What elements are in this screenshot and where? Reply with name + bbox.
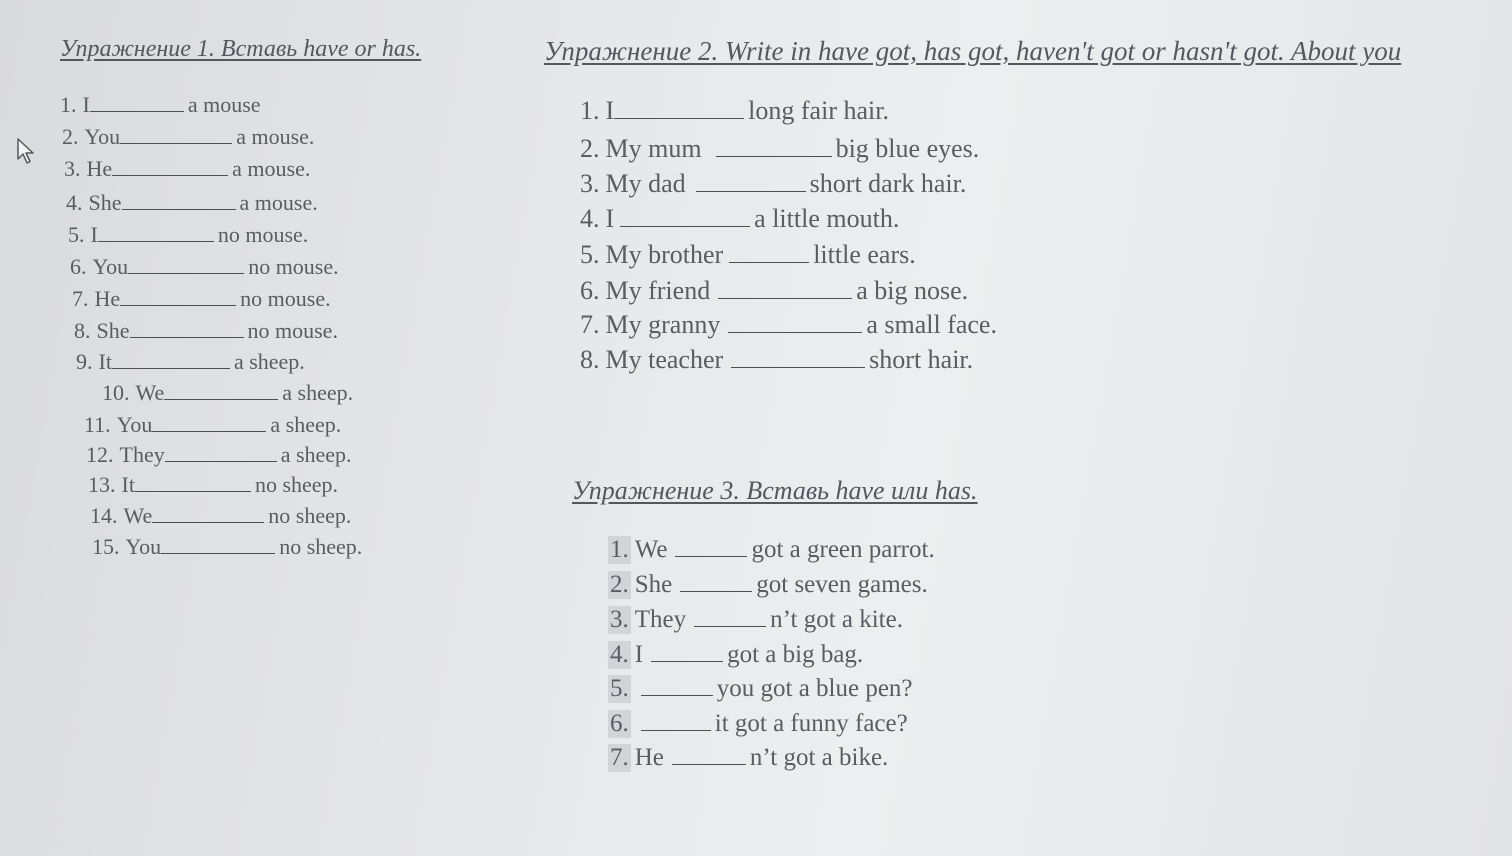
exercise-2-item: 7. My granny a small face. [580,310,997,339]
answer-blank[interactable] [152,430,266,432]
answer-blank[interactable] [135,490,251,492]
answer-blank[interactable] [675,555,747,557]
answer-blank[interactable] [651,660,723,662]
exercise-3-item: 1. We got a green parrot. [610,536,935,563]
exercise-1-item: 4. She a mouse. [66,190,318,215]
answer-blank[interactable] [90,110,184,112]
exercise-2-item: 8. My teacher short hair. [580,345,974,374]
answer-blank[interactable] [696,190,806,192]
answer-blank[interactable] [718,297,852,299]
exercise-2-item: 4. I a little mouth. [580,204,900,233]
answer-blank[interactable] [728,331,862,333]
exercise-2-item: 3. My dad short dark hair. [580,169,967,198]
answer-blank[interactable] [672,763,746,765]
exercise-1-item: 5. I no mouse. [68,222,309,247]
exercise-2-item: 1. I long fair hair. [580,96,889,125]
answer-blank[interactable] [120,142,232,144]
answer-blank[interactable] [161,552,275,554]
answer-blank[interactable] [716,155,832,157]
exercise-1-item: 10. We a sheep. [102,380,354,405]
exercise-3-title: Упражнение 3. Вставь have или has. [572,476,978,505]
mouse-pointer-icon [16,138,36,164]
exercise-2-item: 6. My friend a big nose. [580,276,969,305]
exercise-1-item: 7. He no mouse. [72,286,331,311]
exercise-3-item: 5. you got a blue pen? [610,675,913,702]
answer-blank[interactable] [614,117,744,119]
answer-blank[interactable] [164,398,278,400]
answer-blank[interactable] [130,336,244,338]
exercise-3-item: 3. They n’t got a kite. [610,606,903,633]
answer-blank[interactable] [620,225,750,227]
exercise-1-item: 3. He a mouse. [64,156,311,181]
exercise-1-item: 1. I a mouse [60,92,261,117]
answer-blank[interactable] [112,367,230,369]
answer-blank[interactable] [680,590,752,592]
exercise-1-item: 15. You no sheep. [92,534,363,559]
answer-blank[interactable] [112,174,228,176]
exercise-1-item: 11. You a sheep. [84,412,342,437]
exercise-1-item: 2. You a mouse. [62,124,315,149]
answer-blank[interactable] [152,521,264,523]
exercise-1-item: 14. We no sheep. [90,503,352,528]
answer-blank[interactable] [128,272,244,274]
exercise-3-item: 7. He n’t got a bike. [610,744,889,771]
exercise-1-item: 6. You no mouse. [70,254,339,279]
answer-blank[interactable] [165,460,277,462]
answer-blank[interactable] [731,366,865,368]
exercise-3-item: 6. it got a funny face? [610,710,908,737]
exercise-1-item: 12. They a sheep. [86,442,352,467]
exercise-2-title: Упражнение 2. Write in have got, has got, haven't got or hasn't got. About you [544,36,1402,66]
exercise-3-item: 2. She got seven games. [610,571,928,598]
exercise-1-item: 8. She no mouse. [74,318,338,343]
exercise-2-item: 5. My brother little ears. [580,240,916,269]
answer-blank[interactable] [641,694,713,696]
exercise-1-item: 9. It a sheep. [76,349,305,374]
answer-blank[interactable] [122,208,236,210]
exercise-2-item: 2. My mum big blue eyes. [580,134,980,163]
exercise-1-title: Упражнение 1. Вставь have or has. [60,36,422,62]
answer-blank[interactable] [98,240,214,242]
answer-blank[interactable] [694,625,766,627]
answer-blank[interactable] [120,304,236,306]
exercise-1-item: 13. It no sheep. [88,472,339,497]
answer-blank[interactable] [729,261,809,263]
exercise-3-item: 4. I got a big bag. [610,641,864,668]
answer-blank[interactable] [641,729,711,731]
